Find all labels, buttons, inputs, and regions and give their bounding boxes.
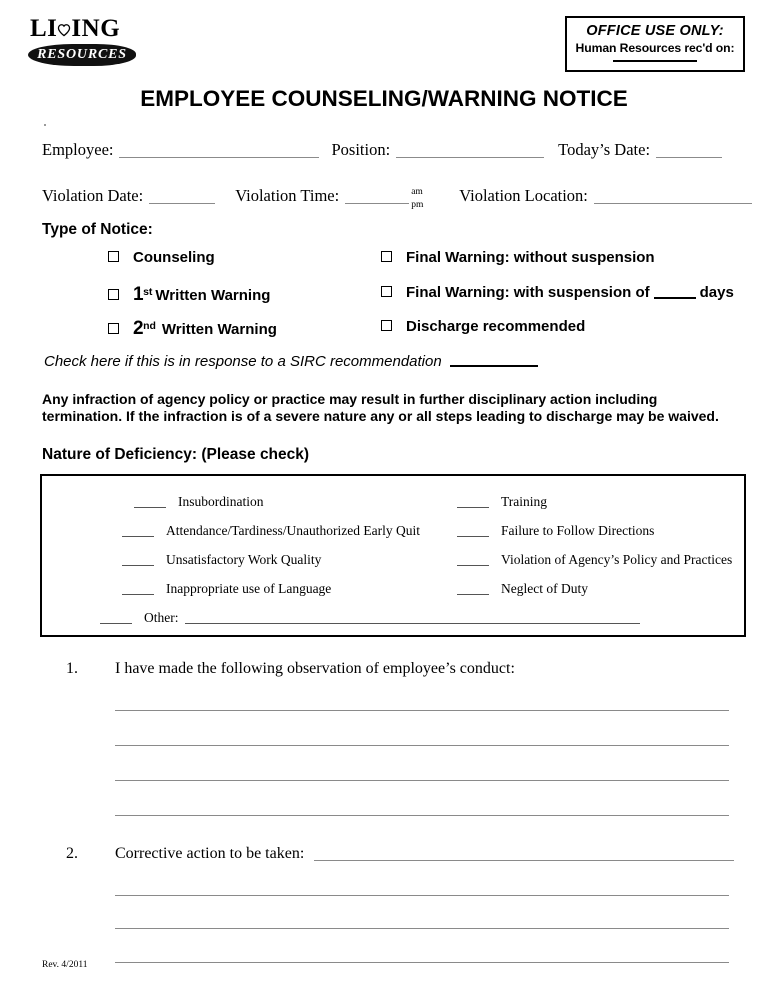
checkbox-row-final-warning-with-suspension[interactable] (381, 284, 734, 301)
section-2-number: 2. (66, 845, 78, 862)
ordinal-suffix-first: st (143, 286, 153, 298)
logo-word-post: ING (71, 15, 121, 42)
checkbox-label-counseling: Counseling (133, 249, 215, 266)
deficiency-blank-insubordination[interactable] (134, 495, 166, 508)
deficiency-item-failure-to-follow-directions[interactable] (457, 523, 654, 539)
checkbox-second-written-warning[interactable] (108, 323, 119, 334)
section-1-writing-line[interactable] (115, 710, 729, 711)
deficiency-blank-violation-of-policy[interactable] (457, 553, 489, 566)
checkbox-counseling[interactable] (108, 251, 119, 262)
section-1-number: 1. (66, 660, 78, 677)
violation-info-row (42, 186, 752, 210)
deficiency-blank-unsatisfactory-work-quality[interactable] (122, 553, 154, 566)
hr-received-on-blank[interactable] (613, 60, 697, 62)
section-2-writing-line[interactable] (115, 962, 729, 963)
logo-wordmark (30, 16, 120, 42)
violation-time-label: Violation Time: (235, 186, 340, 205)
todays-date-input-blank[interactable] (656, 143, 722, 158)
suspension-days-input-blank[interactable] (654, 285, 696, 299)
checkbox-row-final-warning-without-suspension[interactable] (381, 249, 655, 266)
checkbox-discharge-recommended[interactable] (381, 320, 392, 331)
am-label[interactable]: am (411, 187, 423, 197)
logo-banner-text: RESOURCES (37, 47, 127, 62)
deficiency-label-other: Other: (144, 610, 179, 625)
violation-date-label: Violation Date: (42, 186, 144, 205)
office-use-only-box (565, 16, 745, 72)
checkbox-row-counseling[interactable] (108, 249, 215, 266)
deficiency-label-attendance: Attendance/Tardiness/Unauthorized Early Quit (166, 523, 420, 538)
section-2-writing-line[interactable] (115, 895, 729, 896)
employee-label: Employee: (42, 140, 114, 159)
checkbox-row-discharge-recommended[interactable] (381, 318, 585, 335)
deficiency-label-training: Training (501, 494, 548, 509)
infraction-warning-paragraph: Any infraction of agency policy or practice may result in further disciplinary action including termination. If the infraction is of a severe nature any or all steps leading to discharge may be waived. (42, 391, 719, 424)
logo-word-pre: LI (30, 15, 58, 42)
living-resources-logo (28, 16, 140, 68)
deficiency-other-input-blank[interactable] (185, 611, 640, 624)
page-title: EMPLOYEE COUNSELING/WARNING NOTICE (140, 86, 628, 111)
section-2-writing-line[interactable] (115, 928, 729, 929)
revision-footer: Rev. 4/2011 (42, 960, 88, 970)
ordinal-suffix-second: nd (143, 320, 156, 332)
checkbox-label-final-warning-without-suspension: Final Warning: without suspension (406, 249, 655, 266)
deficiency-label-insubordination: Insubordination (178, 494, 264, 509)
deficiency-item-inappropriate-language[interactable] (122, 581, 331, 597)
hr-received-on-label: Human Resources rec'd on: (575, 41, 735, 55)
deficiency-label-inappropriate-language: Inappropriate use of Language (166, 581, 332, 596)
section-1-writing-line[interactable] (115, 815, 729, 816)
pm-label[interactable]: pm (411, 200, 424, 210)
section-2-prompt: Corrective action to be taken: (115, 845, 305, 862)
ordinal-number-second: 2 (133, 318, 144, 339)
deficiency-item-unsatisfactory-work-quality[interactable] (122, 552, 321, 568)
section-1-writing-line[interactable] (115, 745, 729, 746)
deficiency-label-neglect-of-duty: Neglect of Duty (501, 581, 588, 596)
sirc-recommendation-label: Check here if this is in response to a SIRC recommendation (44, 353, 442, 370)
section-1-prompt: I have made the following observation of employee’s conduct: (115, 660, 515, 677)
position-label: Position: (331, 140, 391, 159)
checkbox-label-final-warning-with-suspension: Final Warning: with suspension of (406, 284, 650, 301)
sirc-recommendation-row (44, 353, 538, 370)
deficiency-blank-neglect-of-duty[interactable] (457, 582, 489, 595)
office-use-only-title: OFFICE USE ONLY: (586, 23, 724, 39)
nature-of-deficiency-heading: Nature of Deficiency: (Please check) (42, 446, 310, 463)
violation-location-input-blank[interactable] (594, 189, 752, 204)
checkbox-final-warning-with-suspension[interactable] (381, 286, 392, 297)
deficiency-item-neglect-of-duty[interactable] (457, 581, 588, 597)
violation-location-label: Violation Location: (459, 186, 588, 205)
deficiency-label-violation-of-policy: Violation of Agency’s Policy and Practices (501, 552, 733, 567)
deficiency-item-insubordination[interactable] (134, 494, 264, 510)
deficiency-blank-inappropriate-language[interactable] (122, 582, 154, 595)
checkbox-row-first-written-warning[interactable] (108, 284, 270, 306)
checkbox-final-warning-without-suspension[interactable] (381, 251, 392, 262)
nature-of-deficiency-box (40, 474, 746, 637)
deficiency-item-violation-of-policy[interactable] (457, 552, 732, 568)
deficiency-blank-failure-to-follow-directions[interactable] (457, 524, 489, 537)
type-of-notice-heading: Type of Notice: (42, 221, 153, 238)
deficiency-blank-other[interactable] (100, 611, 132, 624)
deficiency-item-other[interactable] (100, 610, 640, 626)
todays-date-label: Today’s Date: (558, 140, 651, 159)
employee-input-blank[interactable] (119, 143, 319, 158)
section-2-row (115, 845, 734, 863)
checkbox-row-second-written-warning[interactable] (108, 318, 277, 340)
stray-mark (44, 124, 46, 126)
deficiency-item-training[interactable] (457, 494, 547, 510)
deficiency-label-failure-to-follow-directions: Failure to Follow Directions (501, 523, 655, 538)
checkbox-label-second-written-warning: Written Warning (161, 321, 277, 338)
checkbox-label-discharge-recommended: Discharge recommended (406, 318, 586, 335)
deficiency-label-unsatisfactory-work-quality: Unsatisfactory Work Quality (166, 552, 322, 567)
section-2-writing-line-inline[interactable] (314, 847, 734, 861)
violation-time-input-blank[interactable] (345, 189, 409, 204)
deficiency-blank-attendance[interactable] (122, 524, 154, 537)
violation-date-input-blank[interactable] (149, 189, 215, 204)
employee-info-row (42, 140, 722, 160)
checkbox-label-first-written-warning: Written Warning (155, 287, 271, 304)
deficiency-blank-training[interactable] (457, 495, 489, 508)
ordinal-number-first: 1 (133, 284, 144, 305)
section-1-writing-line[interactable] (115, 780, 729, 781)
sirc-recommendation-blank[interactable] (450, 353, 538, 367)
checkbox-first-written-warning[interactable] (108, 289, 119, 300)
heart-icon (57, 23, 71, 37)
position-input-blank[interactable] (396, 143, 544, 158)
suspension-days-unit-label: days (699, 284, 734, 301)
deficiency-item-attendance[interactable] (122, 523, 420, 539)
